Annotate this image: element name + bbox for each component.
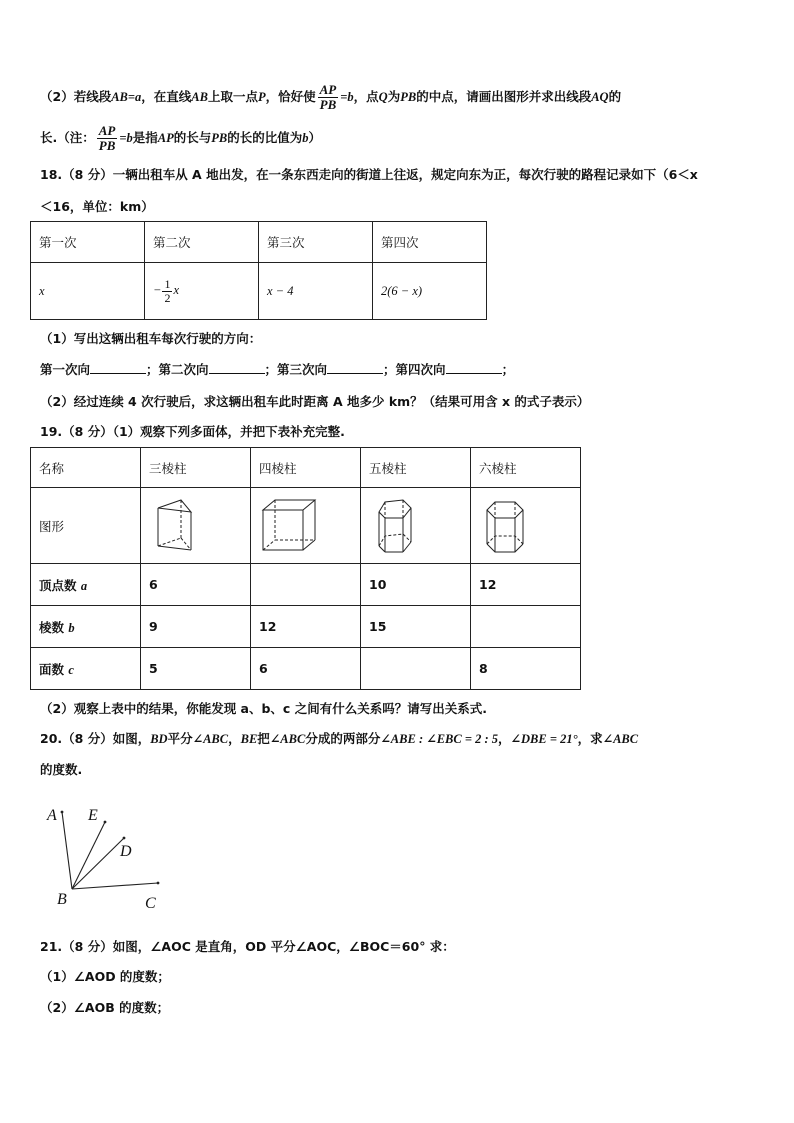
header-cell: 第三次 xyxy=(259,222,373,263)
row-label-edges: 棱数 b xyxy=(31,606,141,648)
header-cell: 第一次 xyxy=(31,222,145,263)
table-cell-empty[interactable] xyxy=(471,606,581,648)
q18-trip-table xyxy=(30,221,487,320)
label-a: A xyxy=(47,807,57,824)
q21-sub2: （2）∠AOB 的度数； xyxy=(40,1000,170,1015)
table-cell: 6 xyxy=(141,564,251,606)
q20-stem-cont: 的度数. xyxy=(40,762,83,777)
q17-part2-line: （2）若线段AB=a，在直线AB上取一点P，恰好使 $\frac{AP}{PB}$ =b，点Q为PB的中点，请画出图形并求出线段AQ的 xyxy=(40,82,622,112)
q19-stem: 19.（8 分）（1）观察下列多面体，并把下表补充完整. xyxy=(40,424,345,439)
table-cell: 5 xyxy=(141,648,251,690)
header-cell: 六棱柱 xyxy=(471,448,581,488)
table-cell-empty[interactable] xyxy=(361,648,471,690)
header-cell: 名称 xyxy=(31,448,141,488)
q18-fill-line: 第一次向 ；第二次向 ；第三次向 ；第四次向 ； xyxy=(40,362,515,377)
table-cell: 9 xyxy=(141,606,251,648)
label-b: B xyxy=(57,891,67,908)
table-cell: 6 xyxy=(251,648,361,690)
ray-bd xyxy=(72,838,124,889)
row-label-faces: 面数 c xyxy=(31,648,141,690)
trip-4-cell: 2(6 − x) xyxy=(373,263,487,320)
ray-be xyxy=(72,822,105,889)
q18-stem: 18.（8 分）一辆出租车从 A 地出发，在一条东西走向的街道上往返，规定向东为正，每次行驶的路程记录如下（6＜x xyxy=(40,167,698,182)
q21-sub1: （1）∠AOD 的度数； xyxy=(40,969,170,984)
note-fraction: $\frac{AP}{PB}$ xyxy=(98,123,116,153)
q18-sub2: （2）经过连续 4 次行驶后，求这辆出租车此时距离 A 地多少 km？（结果可用含 x 的式子表示） xyxy=(40,394,590,409)
q21-stem: 21.（8 分）如图，∠AOC 是直角，OD 平分∠AOC，∠BOC＝60° 求： xyxy=(40,939,455,954)
header-cell: 五棱柱 xyxy=(361,448,471,488)
label-d: D xyxy=(120,843,132,860)
q19-polyhedra-table xyxy=(30,447,581,690)
answer-blank[interactable] xyxy=(327,361,383,374)
trip-1-cell: x xyxy=(31,263,145,320)
table-cell: 12 xyxy=(471,564,581,606)
trip-2-cell: − $\frac{1}{2}$ x xyxy=(145,263,259,320)
figure-label: 图形 xyxy=(31,488,141,564)
ray-bc xyxy=(72,883,158,889)
triangular-prism-figure xyxy=(141,488,251,564)
q19-sub2: （2）观察上表中的结果，你能发现 a、b、c 之间有什么关系吗？请写出关系式. xyxy=(40,701,487,716)
q20-stem: 20.（8 分）如图，BD平分∠ABC，BE把∠ABC分成的两部分∠ABE : ∠EBC = 2 : 5，∠DBE = 21°，求∠ABC xyxy=(40,731,639,746)
label-c: C xyxy=(145,895,156,910)
answer-blank[interactable] xyxy=(90,361,146,374)
q20-angle-figure xyxy=(40,800,180,910)
q17-note-line: 长.（注： $\frac{AP}{PB}$ =b是指AP的长与PB的长的比值为b） xyxy=(40,123,322,153)
label-e: E xyxy=(88,807,98,824)
header-cell: 第二次 xyxy=(145,222,259,263)
ray-ba xyxy=(62,812,72,889)
answer-blank[interactable] xyxy=(209,361,265,374)
header-cell: 三棱柱 xyxy=(141,448,251,488)
ap-pb-fraction: $\frac{AP}{PB}$ xyxy=(319,82,337,112)
q18-sub1: （1）写出这辆出租车每次行驶的方向： xyxy=(40,331,262,346)
table-cell: 10 xyxy=(361,564,471,606)
table-cell: 15 xyxy=(361,606,471,648)
header-cell: 四棱柱 xyxy=(251,448,361,488)
answer-blank[interactable] xyxy=(446,361,502,374)
table-cell-empty[interactable] xyxy=(251,564,361,606)
row-label-vertices: 顶点数 a xyxy=(31,564,141,606)
table-cell: 12 xyxy=(251,606,361,648)
pentagonal-prism-figure xyxy=(361,488,471,564)
table-cell: 8 xyxy=(471,648,581,690)
hexagonal-prism-figure xyxy=(471,488,581,564)
q18-stem-cont: ＜16，单位：km） xyxy=(40,199,154,214)
trip-3-cell: x − 4 xyxy=(259,263,373,320)
quadrangular-prism-figure xyxy=(251,488,361,564)
header-cell: 第四次 xyxy=(373,222,487,263)
